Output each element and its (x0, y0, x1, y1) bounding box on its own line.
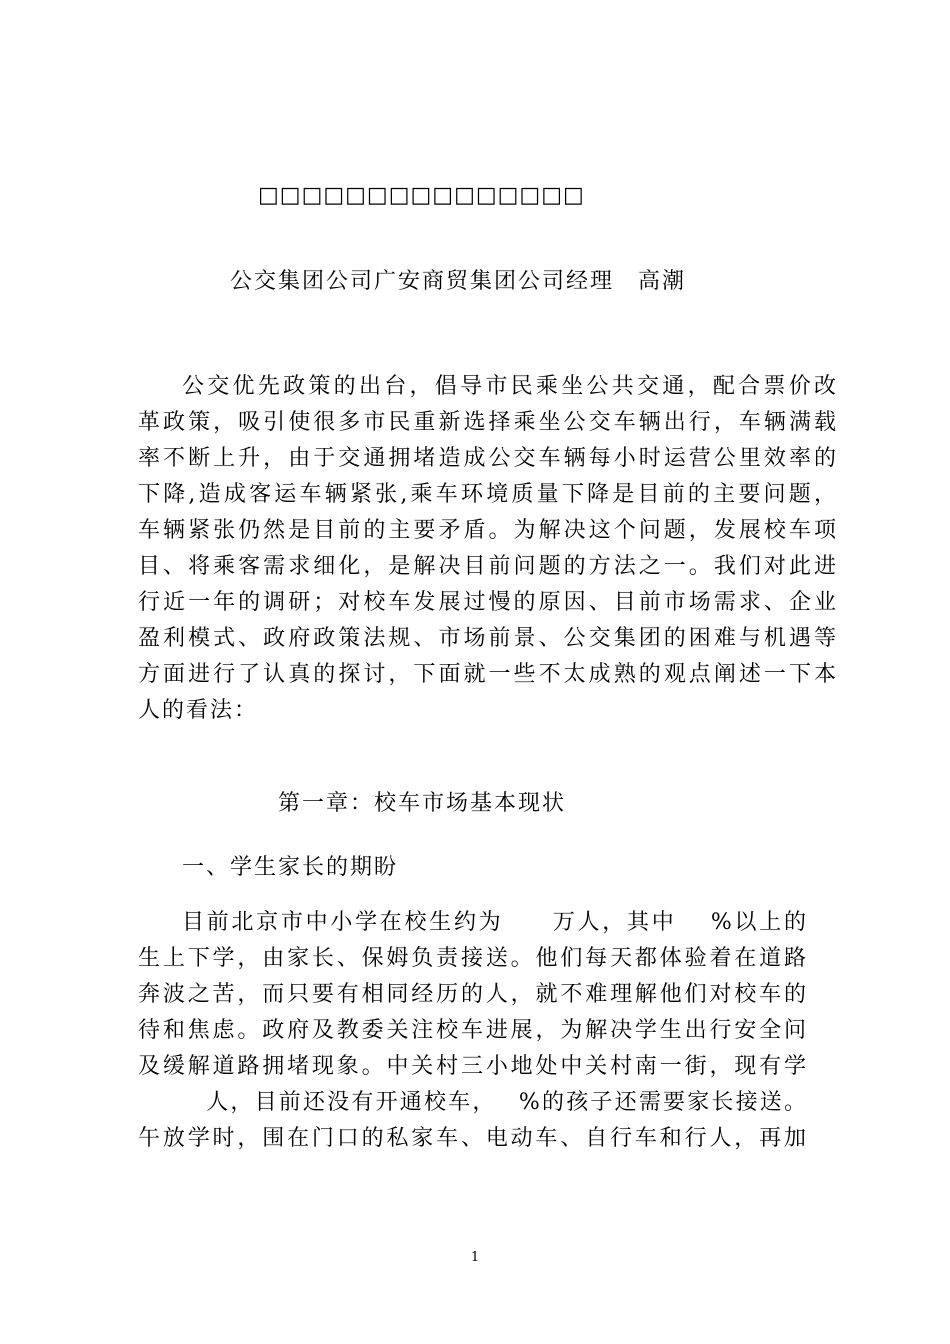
paragraph-line: 方面进行了认真的探讨，下面就一些不太成熟的观点阐述一下本 (138, 662, 838, 687)
paragraph-line: 人的看法： (138, 698, 259, 723)
paragraph-line: 待和焦虑。政府及教委关注校车进展，为解决学生出行安全问 (138, 1018, 808, 1043)
section-heading: 一、学生家长的期盼 (182, 855, 399, 880)
paragraph-line: 行近一年的调研；对校车发展过慢的原因、目前市场需求、企业 (138, 590, 838, 615)
paragraph-line: 目前北京市中小学在校生约为 万人，其中 %以上的 (182, 910, 808, 935)
author-line: 公交集团公司广安商贸集团公司经理 高潮 (230, 269, 687, 294)
paragraph-line: 生上下学，由家长、保姆负责接送。他们每天都体验着在道路 (138, 946, 808, 971)
paragraph-line: 率不断上升，由于交通拥堵造成公交车辆每小时运营公里效率的 (138, 446, 838, 471)
intro-paragraph (138, 369, 838, 729)
paragraph-line: 人，目前还没有开通校车， %的孩子还需要家长接送。 (206, 1090, 808, 1115)
paragraph-line: 奔波之苦，而只要有相同经历的人，就不难理解他们对校车的 (138, 982, 808, 1007)
section-paragraph (138, 905, 808, 1157)
page-number: 1 (470, 1250, 480, 1265)
paragraph-line: 革政策，吸引使很多市民重新选择乘坐公交车辆出行，车辆满载 (138, 410, 838, 435)
paragraph-line: 及缓解道路拥堵现象。中关村三小地处中关村南一街，现有学 (138, 1054, 808, 1079)
paragraph-line: 公交优先政策的出台，倡导市民乘坐公共交通，配合票价改 (182, 374, 838, 399)
paragraph-line: 目、将乘客需求细化，是解决目前问题的方法之一。我们对此进 (138, 554, 838, 579)
chapter-heading: 第一章：校车市场基本现状 (278, 791, 567, 816)
paragraph-line: 车辆紧张仍然是目前的主要矛盾。为解决这个问题，发展校车项 (138, 518, 838, 543)
paragraph-line: 下降,造成客运车辆紧张,乘车环境质量下降是目前的主要问题， (138, 482, 838, 507)
document-title-garbled: □□□□□□□□□□□□□□□ (258, 183, 585, 208)
paragraph-line: 盈利模式、政府政策法规、市场前景、公交集团的困难与机遇等 (138, 626, 838, 651)
paragraph-line: 午放学时，围在门口的私家车、电动车、自行车和行人，再加 (138, 1126, 808, 1151)
